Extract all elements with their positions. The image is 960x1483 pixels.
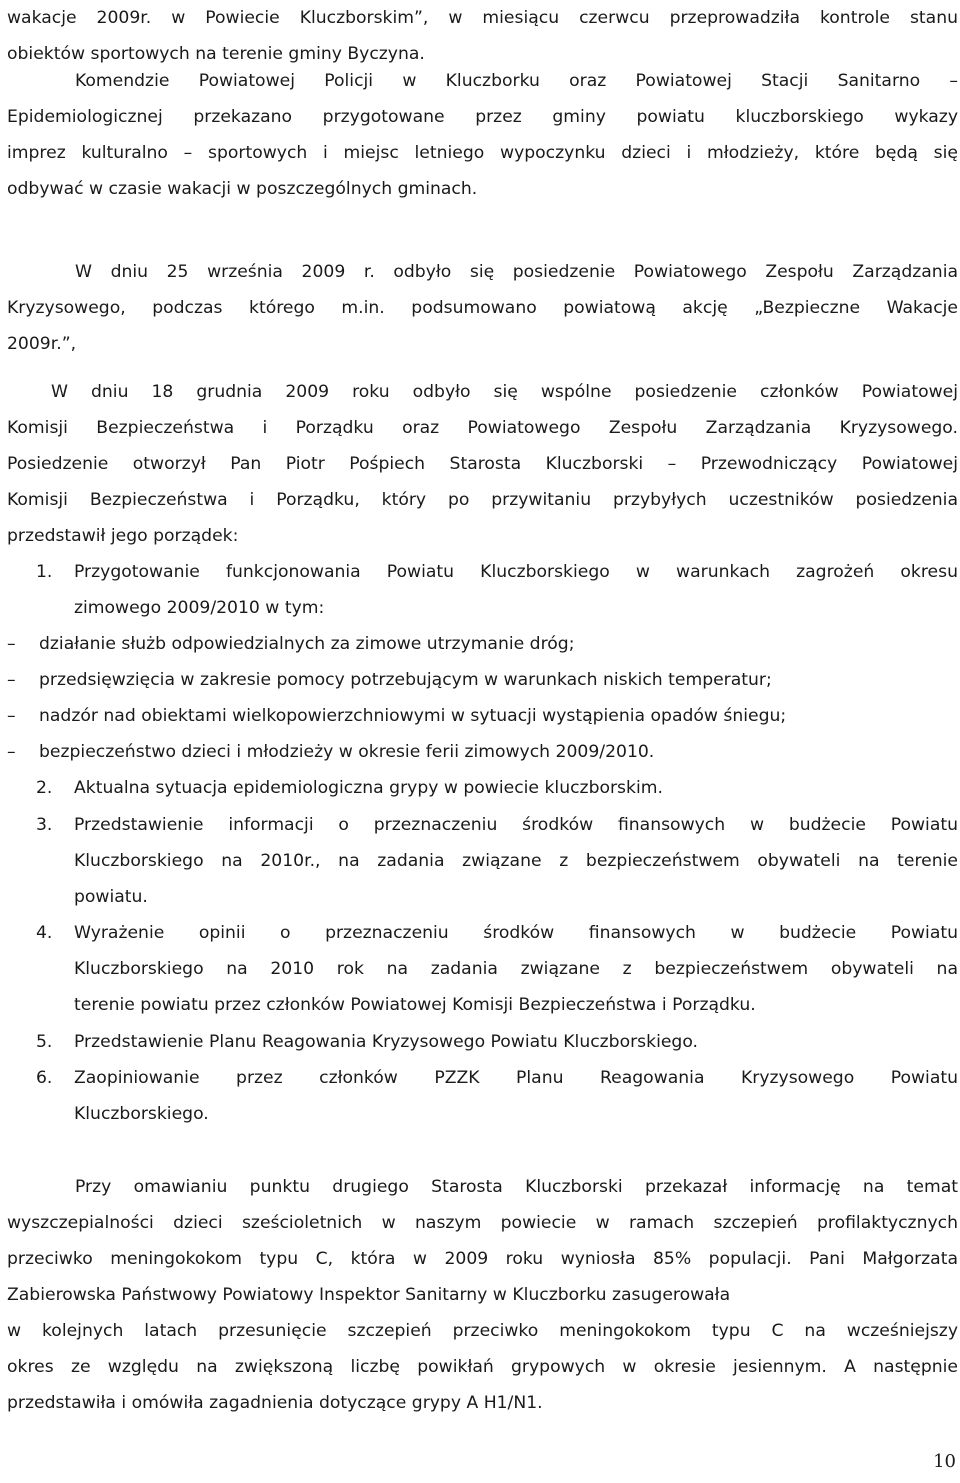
text-line: odbywać w czasie wakacji w poszczególnych gminach. [7,179,478,199]
text-line: działanie służb odpowiedzialnych za zimowe utrzymanie dróg; [39,634,575,654]
text-line: zimowego 2009/2010 w tym: [74,598,325,618]
text-line: Epidemiologicznej przekazano przygotowane przez gminy powiatu kluczborskiego wykazy [7,107,958,127]
text-line: W dniu 18 grudnia 2009 roku odbyło się wspólne posiedzenie członków Powiatowej [51,382,958,402]
text-line: Wyrażenie opinii o przeznaczeniu środków finansowych w budżecie Powiatu [74,923,958,943]
dash-marker: – [7,670,16,690]
agenda-item-3 [36,807,958,915]
agenda-number: 5. [36,1032,53,1052]
text-line: przeciwko meningokokom typu C, która w 2009 roku wyniosła 85% populacji. Pani Małgorzata [7,1249,958,1269]
agenda-item-4 [36,915,958,1023]
text-line: imprez kulturalno – sportowych i miejsc letniego wypoczynku dzieci i młodzieży, które będą się [7,143,958,163]
text-line: bezpieczeństwo dzieci i młodzieży w okresie ferii zimowych 2009/2010. [39,742,655,762]
page-number: 10 [933,1451,956,1472]
agenda-subitem [7,662,958,698]
text-line: Komendzie Powiatowej Policji w Kluczborku oraz Powiatowej Stacji Sanitarno – [75,71,958,91]
text-line: Kryzysowego, podczas którego m.in. podsumowano powiatową akcję „Bezpieczne Wakacje [7,298,958,318]
agenda-number: 1. [36,562,53,582]
text-line: nadzór nad obiektami wielkopowierzchniowymi w sytuacji wystąpienia opadów śniegu; [39,706,787,726]
text-line: Zabierowska Państwowy Powiatowy Inspektor Sanitarny w Kluczborku zasugerowała [7,1285,731,1305]
text-line: Przygotowanie funkcjonowania Powiatu Kluczborskiego w warunkach zagrożeń okresu [74,562,958,582]
paragraph-summer-inspection [7,0,958,72]
text-line: Kluczborskiego. [74,1104,209,1124]
text-line: Aktualna sytuacja epidemiologiczna grypy w powiecie kluczborskim. [74,778,663,798]
dash-marker: – [7,742,16,762]
agenda-subitem [7,626,958,662]
text-line: w kolejnych latach przesunięcie szczepień przeciwko meningokokom typu C na wcześniejszy [7,1321,958,1341]
text-line: Zaopiniowanie przez członków PZZK Planu Reagowania Kryzysowego Powiatu [74,1068,958,1088]
text-line: Przy omawianiu punktu drugiego Starosta Kluczborski przekazał informację na temat [75,1177,958,1197]
agenda-item-1 [36,554,958,626]
agenda-item-5 [36,1024,958,1060]
agenda-number: 3. [36,815,53,835]
paragraph-event-lists [7,63,958,207]
agenda-number: 6. [36,1068,53,1088]
text-line: Przedstawienie Planu Reagowania Kryzysowego Powiatu Kluczborskiego. [74,1032,699,1052]
text-line: terenie powiatu przez członków Powiatowej Komisji Bezpieczeństwa i Porządku. [74,995,756,1015]
agenda-number: 2. [36,778,53,798]
agenda-item-2 [36,770,958,806]
agenda-number: 4. [36,923,53,943]
agenda-subitem [7,734,958,770]
text-line: powiatu. [74,887,148,907]
text-line: okres ze względu na zwiększoną liczbę powikłań grypowych w okresie jesiennym. A następnie [7,1357,958,1377]
text-line: Przedstawienie informacji o przeznaczeniu środków finansowych w budżecie Powiatu [74,815,958,835]
text-line: Kluczborskiego na 2010r., na zadania związane z bezpieczeństwem obywateli na terenie [74,851,958,871]
paragraph-september-meeting [7,254,958,362]
paragraph-december-meeting [7,374,958,554]
text-line: Komisji Bezpieczeństwa i Porządku oraz Powiatowego Zespołu Zarządzania Kryzysowego. [7,418,958,438]
text-line: W dniu 25 września 2009 r. odbyło się posiedzenie Powiatowego Zespołu Zarządzania [75,262,958,282]
agenda-item-6 [36,1060,958,1132]
text-line: Komisji Bezpieczeństwa i Porządku, który po przywitaniu przybyłych uczestników posiedzenia [7,490,958,510]
agenda-subitem [7,698,958,734]
dash-marker: – [7,634,16,654]
text-line: 2009r.”, [7,334,77,354]
text-line: przedsięwzięcia w zakresie pomocy potrzebującym w warunkach niskich temperatur; [39,670,772,690]
dash-marker: – [7,706,16,726]
text-line: przedstawiła i omówiła zagadnienia dotyczące grypy A H1/N1. [7,1393,543,1413]
text-line: wyszczepialności dzieci sześcioletnich w naszym powiecie w ramach szczepień profilaktycznych [7,1213,958,1233]
text-line: obiektów sportowych na terenie gminy Byczyna. [7,44,425,64]
paragraph-vaccination-info [7,1169,958,1421]
text-line: Posiedzenie otworzył Pan Piotr Pośpiech Starosta Kluczborski – Przewodniczący Powiatowej [7,454,958,474]
text-line: Kluczborskiego na 2010 rok na zadania związane z bezpieczeństwem obywateli na [74,959,958,979]
text-line: wakacje 2009r. w Powiecie Kluczborskim”, w miesiącu czerwcu przeprowadziła kontrole stanu [7,8,958,28]
text-line: przedstawił jego porządek: [7,526,239,546]
